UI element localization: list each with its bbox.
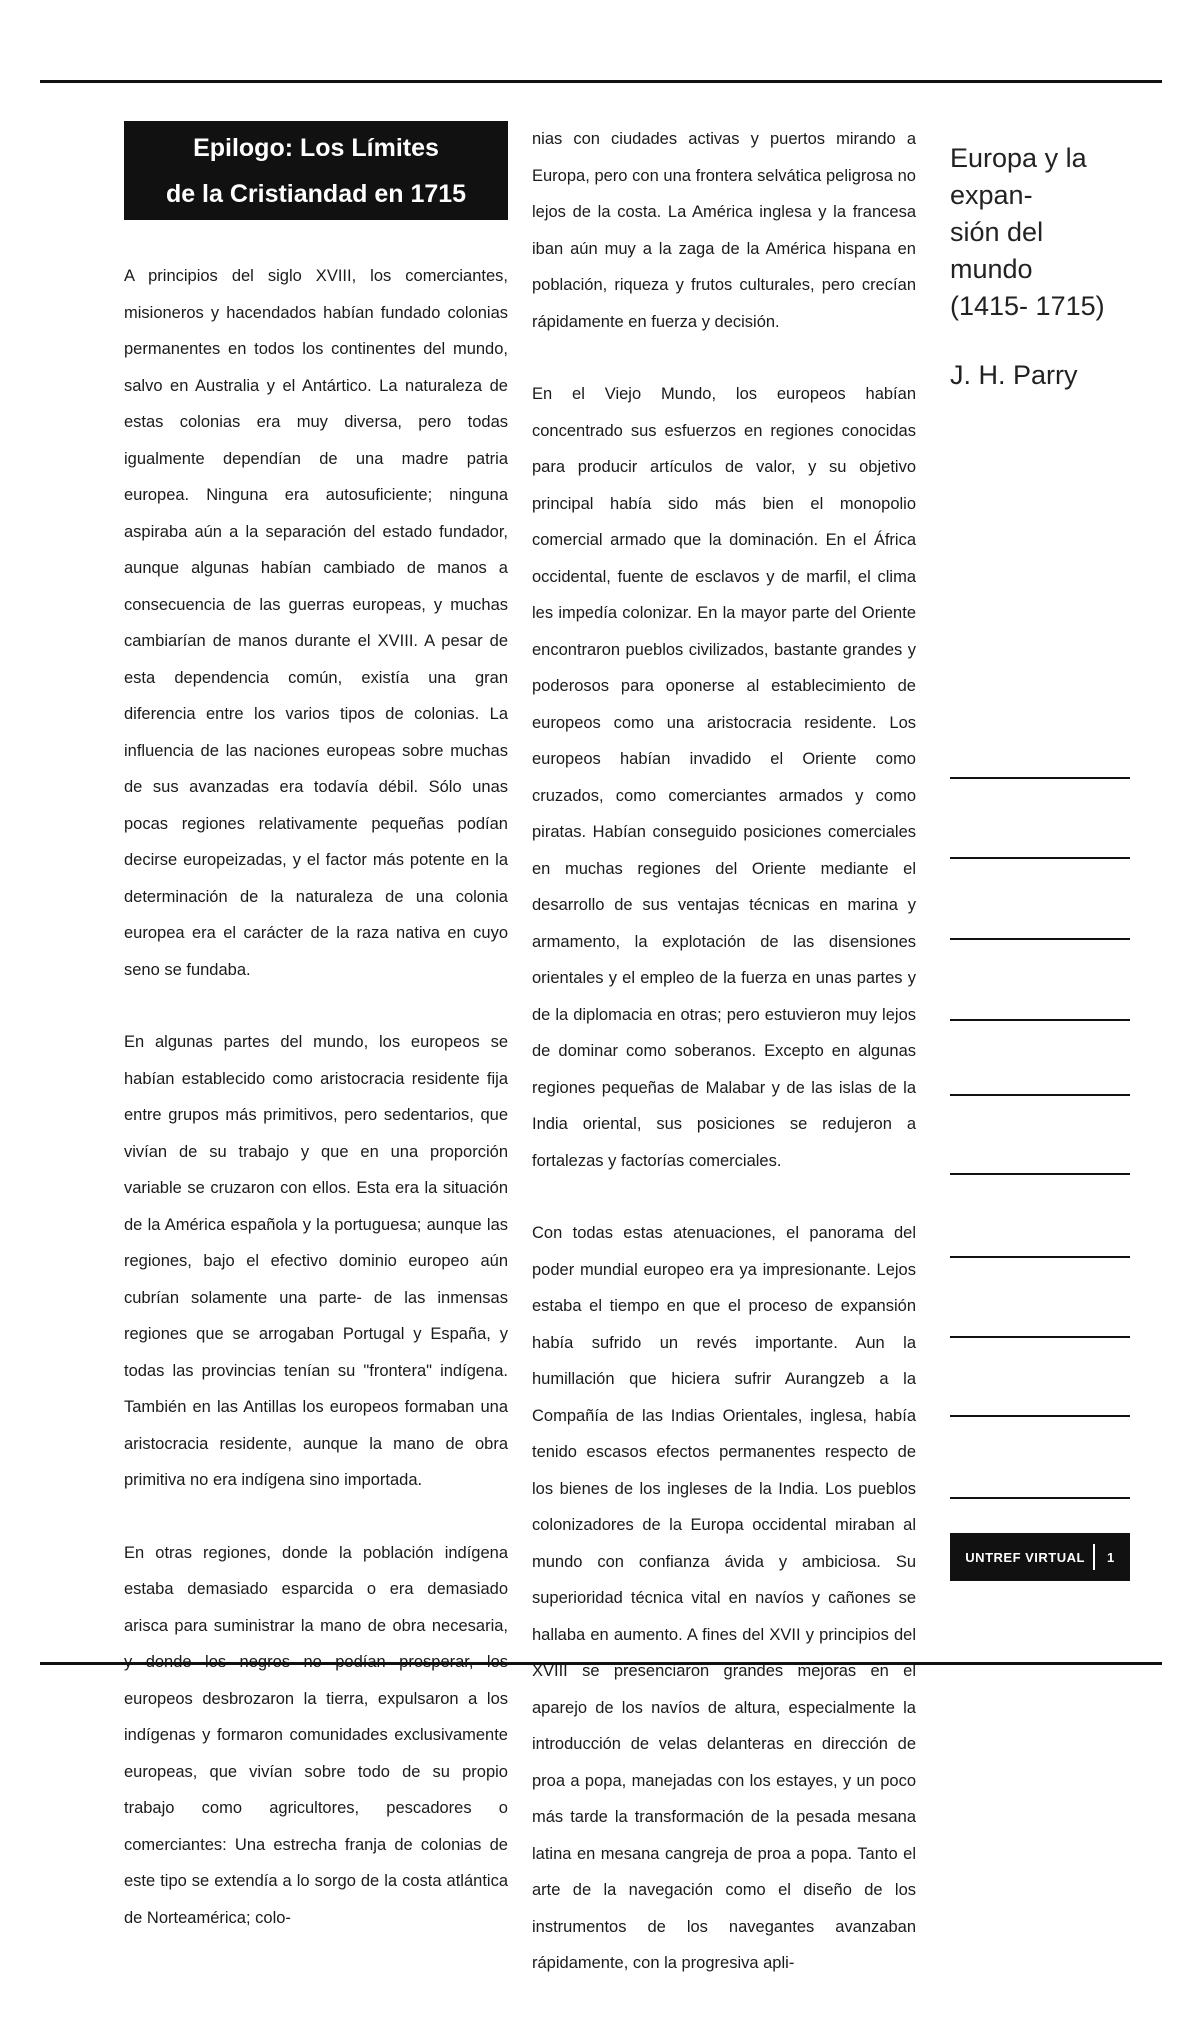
- paragraph: En otras regiones, donde la población indígena estaba demasiado esparcida o era demasiado arisca para suministrar la mano de obra necesaria, y donde los negros no podían prosperar, los europeos desbrozaron la tierra, expulsaron a los indígenas y formaron comunidades exclusivamente europeas, que vivían sobre todo de su propio trabajo como agricultores, pescadores o comerciantes: Una estrecha franja de colonias de este tipo se extendía a lo sorgo de la costa atlántica de Norteamérica; colo-: [124, 1543, 508, 1927]
- sidebar-divider: [950, 857, 1130, 859]
- paragraph: A principios del siglo XVIII, los comerciantes, misioneros y hacendados habían fundado colonias permanentes en todos los continentes del mundo, salvo en Australia y el Antártico. La naturaleza de estas colonias era muy diversa, pero todas igualmente dependían de una madre patria europea. Ninguna era autosuficiente; ninguna aspiraba aún a la separación del estado fundador, aunque algunas habían cambiado de manos a consecuencia de las guerras europeas, y muchas cambiarían de manos durante el XVIII. A pesar de esta dependencia común, existía una gran diferencia entre los varios tipos de colonias. La influencia de las naciones europeas sobre muchas de sus avanzadas era todavía débil. Sólo unas pocas regiones relativamente pequeñas podían decirse europeizadas, y el factor más potente en la determinación de la naturaleza de una colonia europea era el carácter de la raza nativa en cuyo seno se fundaba.: [124, 267, 508, 979]
- text-column-right: [532, 121, 916, 2018]
- paragraph: Con todas estas atenuaciones, el panorama del poder mundial europeo era ya impresionante. Lejos estaba el tiempo en que el proceso de expansión había sufrido un revés importante. Aun la humillación que hiciera sufrir Aurangzeb a la Compañía de las Indias Orientales, inglesa, había tenido escasos efectos permanentes respecto de los bienes de los ingleses de la India. Los pueblos colonizadores de la Europa occidental miraban al mundo con confianza ávida y ambiciosa. Su superioridad técnica vital en navíos y cañones se hallaba en aumento. A fines del XVII y principios del XVIII se presenciaron grandes mejoras en el aparejo de los navíos de altura, especialmente la introducción de velas delanteras en dirección de proa a popa, manejadas con los estayes, y un poco más tarde la transformación de la pesada mesana latina en mesana cangreja de proa a popa. Tanto el arte de la navegación como el diseño de los instrumentos de los navegantes avanzaban rápidamente, con la progresiva apli-: [532, 1224, 916, 1972]
- chapter-title-line-2: de la Cristiandad en 1715: [165, 180, 467, 208]
- sidebar-divider: [950, 1256, 1130, 1258]
- footer-badge: [950, 1533, 1130, 1581]
- bottom-rule: [40, 1662, 1162, 1665]
- book-title-line-3: (1415- 1715): [950, 291, 1105, 321]
- sidebar-divider: [950, 1019, 1130, 1021]
- sidebar-divider: [950, 1415, 1130, 1417]
- footer-label: UNTREF VIRTUAL: [965, 1549, 1085, 1565]
- sidebar-divider: [950, 1094, 1130, 1096]
- footer-separator: [1093, 1544, 1095, 1570]
- paragraph: En el Viejo Mundo, los europeos habían concentrado sus esfuerzos en regiones conocidas para producir artículos de valor, y su objetivo principal había sido más bien el monopolio comercial armado que la dominación. En el África occidental, fuente de esclavos y de marfil, el clima les impedía colonizar. En la mayor parte del Oriente encontraron pueblos civilizados, bastante grandes y poderosos para oponerse al establecimiento de europeos como una aristocracia residente. Los europeos habían invadido el Oriente como cruzados, como comerciantes armados y como piratas. Habían conseguido posiciones comerciales en muchas regiones del Oriente mediante el desarrollo de sus ventajas técnicas en marina y armamento, la explotación de las disensiones orientales y el empleo de la fuerza en unas partes y de la diplomacia en otras; pero estuvieron muy lejos de dominar como soberanos. Excepto en algunas regiones pequeñas de Malabar y de las islas de la India oriental, sus posiciones se redujeron a fortalezas y factorías comerciales.: [532, 385, 916, 1170]
- page-number: 1: [1106, 1549, 1115, 1565]
- sidebar-divider: [950, 1497, 1130, 1499]
- sidebar-divider: [950, 777, 1130, 779]
- book-title-line-2: sión del mundo: [950, 217, 1044, 284]
- sidebar-divider: [950, 1173, 1130, 1175]
- sidebar-divider: [950, 1336, 1130, 1338]
- chapter-title-box: [124, 121, 508, 220]
- paragraph: En algunas partes del mundo, los europeos se habían establecido como aristocracia residente fija entre grupos más primitivos, pero sedentarios, que vivían de su trabajo y que en una proporción variable se cruzaron con ellos. Esta era la situación de la América española y la portuguesa; aunque las regiones, bajo el efectivo dominio europeo aún cubrían solamente una parte- de las inmensas regiones que se arrogaban Portugal y España, y todas las provincias tenían su "frontera" indígena. También en las Antillas los europeos formaban una aristocracia residente, aunque la mano de obra primitiva no era indígena sino importada.: [124, 1033, 508, 1489]
- book-title: [950, 140, 1130, 325]
- text-column-left: [124, 121, 508, 1972]
- sidebar: [950, 140, 1130, 394]
- paragraph: nias con ciudades activas y puertos mirando a Europa, pero con una frontera selvática peligrosa no lejos de la costa. La América inglesa y la francesa iban aún muy a la zaga de la América hispana en población, riqueza y frutos culturales, pero crecían rápidamente en fuerza y decisión.: [532, 130, 916, 331]
- top-rule: [40, 80, 1162, 83]
- book-title-line-1: Europa y la expan-: [950, 143, 1087, 210]
- sidebar-divider: [950, 938, 1130, 940]
- author-name: J. H. Parry: [950, 360, 1078, 390]
- chapter-title-line-1: Epilogo: Los Límites: [193, 134, 439, 162]
